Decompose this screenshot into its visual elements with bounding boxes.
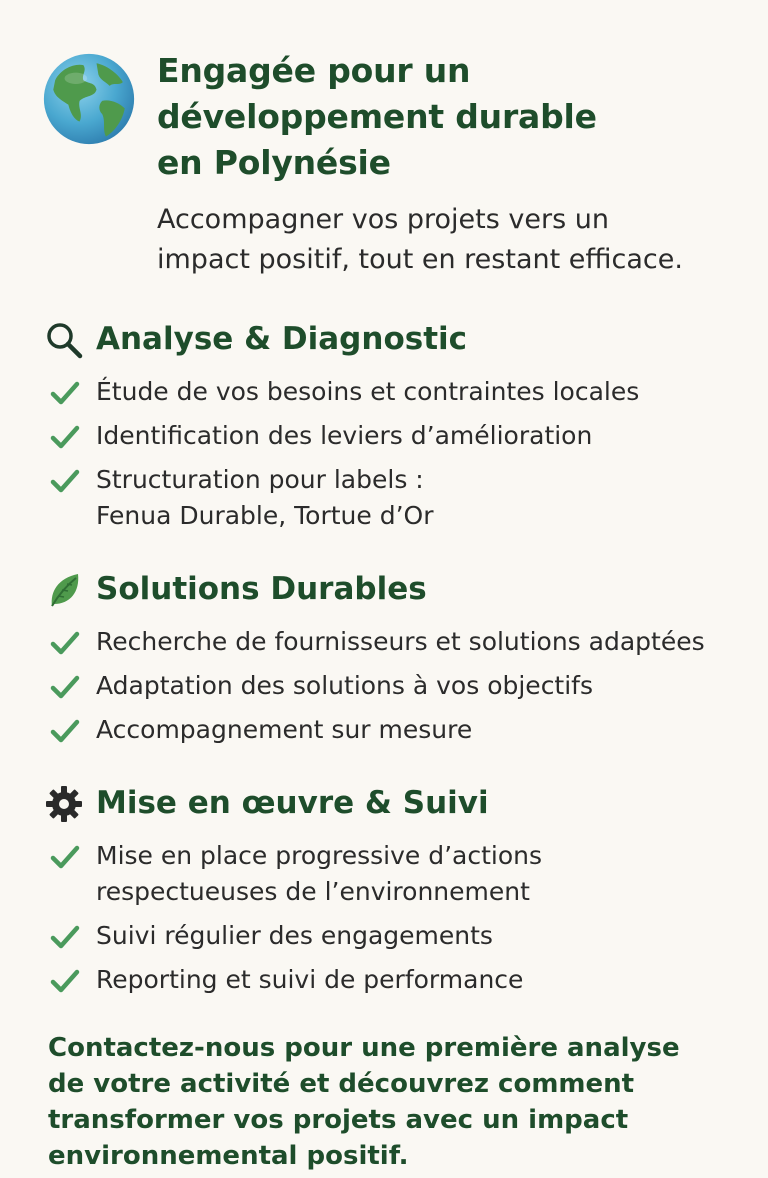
globe-icon [42,52,136,146]
title-line: développement durable [157,97,597,136]
list-item-text: Fenua Durable, Tortue d’Or [96,501,434,530]
list-item [44,918,744,954]
check-icon [50,380,80,406]
section-list [44,624,744,748]
section-title: Solutions Durables [96,571,427,607]
subtitle-line: impact positif, tout en restant efficace. [157,244,683,275]
list-item [44,668,744,704]
list-item [44,624,744,660]
list-item-text: respectueuses de l’environnement [96,877,530,906]
section-header [44,780,744,828]
check-icon [50,424,80,450]
list-item [44,712,744,748]
list-item-text: Accompagnement sur mesure [96,715,473,744]
check-icon [50,924,80,950]
footer-line: transformer vos projets avec un impact [48,1105,629,1135]
list-item-text: Structuration pour labels : [96,465,424,494]
section-solutions [44,566,744,756]
section-mise-en-oeuvre [44,780,744,1006]
section-analyse [44,316,744,542]
list-item-text: Adaptation des solutions à vos objectifs [96,671,594,700]
list-item-text: Recherche de fournisseurs et solutions adaptées [96,627,705,656]
list-item-text: Mise en place progressive d’actions [96,841,543,870]
list-item [44,838,744,910]
footer-line: de votre activité et découvrez comment [48,1069,635,1099]
footer-line: environnemental positif. [48,1141,409,1171]
check-icon [50,468,80,494]
gear-icon [44,784,84,824]
section-list [44,838,744,998]
section-header [44,566,744,614]
footer-line: Contactez-nous pour une première analyse [48,1033,680,1063]
list-item [44,462,744,534]
title-line: en Polynésie [157,143,391,182]
list-item-text: Suivi régulier des engagements [96,921,493,950]
check-icon [50,718,80,744]
leaf-icon [44,570,84,610]
contact-call-to-action [48,1030,748,1174]
magnifier-icon [44,320,84,360]
section-list [44,374,744,534]
subtitle-line: Accompagner vos projets vers un [157,204,609,235]
list-item-text: Reporting et suivi de performance [96,965,524,994]
check-icon [50,968,80,994]
list-item [44,374,744,410]
section-header [44,316,744,364]
check-icon [50,630,80,656]
list-item [44,418,744,454]
page-subtitle [157,200,757,280]
section-title: Analyse & Diagnostic [96,321,468,357]
list-item-text: Identification des leviers d’amélioration [96,421,593,450]
section-title: Mise en œuvre & Suivi [96,785,489,821]
title-line: Engagée pour un [157,51,471,90]
list-item-text: Étude de vos besoins et contraintes locales [96,377,640,406]
check-icon [50,674,80,700]
check-icon [50,844,80,870]
page-title [157,48,737,186]
list-item [44,962,744,998]
